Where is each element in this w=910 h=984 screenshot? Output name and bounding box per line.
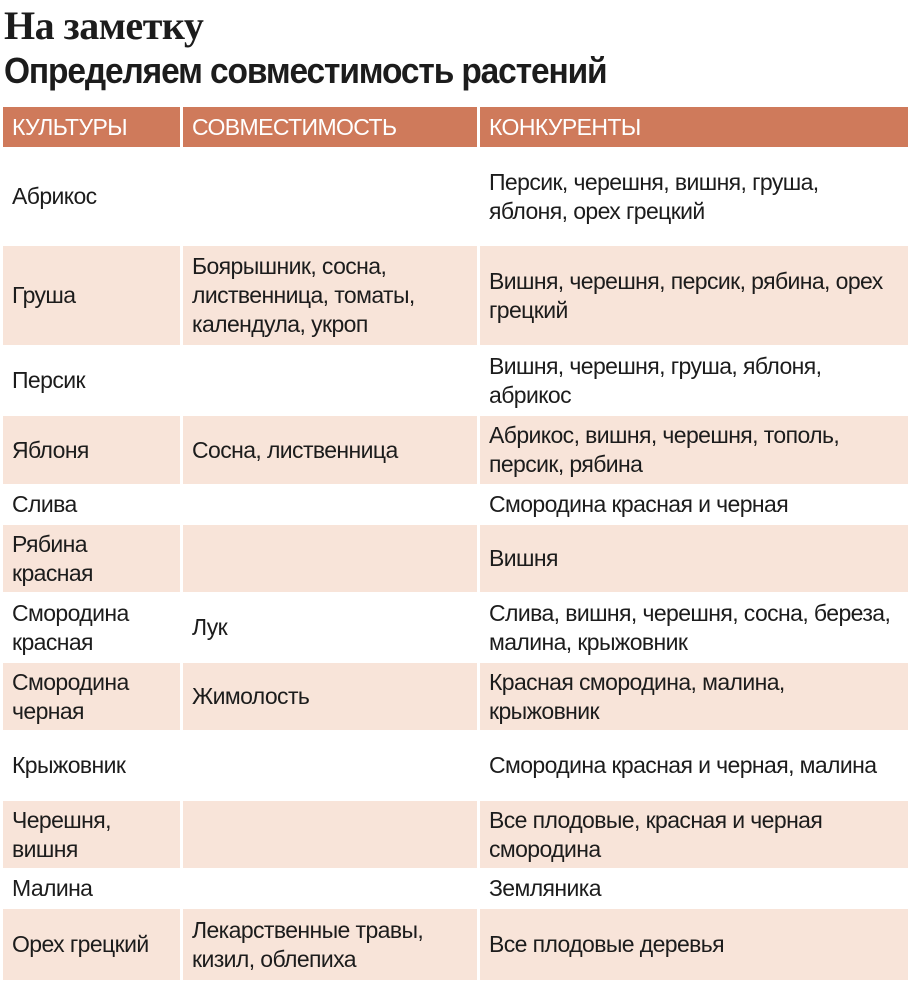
table-row bbox=[3, 416, 908, 484]
culture-cell: Слива bbox=[12, 491, 77, 517]
competitors-cell: Вишня, черешня, персик, рябина, орех грецкий bbox=[480, 246, 908, 345]
culture-cell: Малина bbox=[12, 875, 93, 901]
culture-cell: Абрикос bbox=[12, 183, 97, 209]
page-title: Определяем совместимость растений bbox=[4, 50, 607, 91]
competitors-cell: Абрикос, вишня, черешня, тополь, персик, рябина bbox=[480, 416, 908, 484]
culture-cell: Черешня, вишня bbox=[3, 801, 180, 868]
table-row bbox=[3, 801, 908, 868]
compatibility-cell bbox=[183, 801, 477, 868]
compatibility-cell: Сосна, лиственница bbox=[183, 416, 477, 484]
header-cultures: КУЛЬТУРЫ bbox=[3, 107, 180, 147]
competitors-cell: Слива, вишня, черешня, сосна, береза, малина, крыжовник bbox=[489, 599, 891, 655]
table-row bbox=[3, 733, 908, 798]
table-row bbox=[3, 909, 908, 980]
compatibility-cell bbox=[183, 733, 477, 798]
compatibility-cell: Лекарственные травы, кизил, облепиха bbox=[183, 909, 477, 980]
competitors-cell: Смородина красная и черная, малина bbox=[489, 752, 877, 778]
competitors-cell: Красная смородина, малина, крыжовник bbox=[480, 663, 908, 730]
compatibility-cell bbox=[183, 525, 477, 592]
table-row bbox=[3, 871, 908, 906]
table-row bbox=[3, 348, 908, 413]
compatibility-cell bbox=[183, 348, 477, 413]
competitors-cell: Все плодовые, красная и черная смородина bbox=[480, 801, 908, 868]
compatibility-cell bbox=[183, 487, 477, 522]
compatibility-cell: Лук bbox=[192, 614, 228, 640]
table-row bbox=[3, 246, 908, 345]
compatibility-cell: Боярышник, сосна, лиственница, томаты, календула, укроп bbox=[183, 246, 477, 345]
compatibility-cell: Жимолость bbox=[183, 663, 477, 730]
culture-cell: Орех грецкий bbox=[3, 909, 180, 980]
culture-cell: Груша bbox=[3, 246, 180, 345]
culture-cell: Смородина черная bbox=[3, 663, 180, 730]
competitors-cell: Вишня, черешня, груша, яблоня, абрикос bbox=[489, 352, 822, 408]
culture-cell: Смородина красная bbox=[12, 599, 129, 655]
table-row bbox=[3, 663, 908, 730]
competitors-cell: Все плодовые деревья bbox=[480, 909, 908, 980]
compatibility-cell bbox=[183, 871, 477, 906]
competitors-cell: Персик, черешня, вишня, груша, яблоня, орех грецкий bbox=[489, 168, 819, 224]
competitors-cell: Земляника bbox=[489, 875, 601, 901]
header-competitors: КОНКУРЕНТЫ bbox=[480, 107, 908, 147]
culture-cell: Крыжовник bbox=[12, 752, 126, 778]
culture-cell: Рябина красная bbox=[3, 525, 180, 592]
compatibility-table bbox=[3, 107, 908, 983]
culture-cell: Яблоня bbox=[3, 416, 180, 484]
table-row bbox=[3, 487, 908, 522]
culture-cell: Персик bbox=[12, 367, 85, 393]
header-compatibility: СОВМЕСТИМОСТЬ bbox=[183, 107, 477, 147]
table-row bbox=[3, 525, 908, 592]
compatibility-cell bbox=[183, 150, 477, 243]
table-row bbox=[3, 595, 908, 660]
table-header bbox=[3, 107, 908, 147]
competitors-cell: Смородина красная и черная bbox=[489, 491, 789, 517]
competitors-cell: Вишня bbox=[480, 525, 908, 592]
table-row bbox=[3, 150, 908, 243]
kicker: На заметку bbox=[4, 3, 204, 48]
